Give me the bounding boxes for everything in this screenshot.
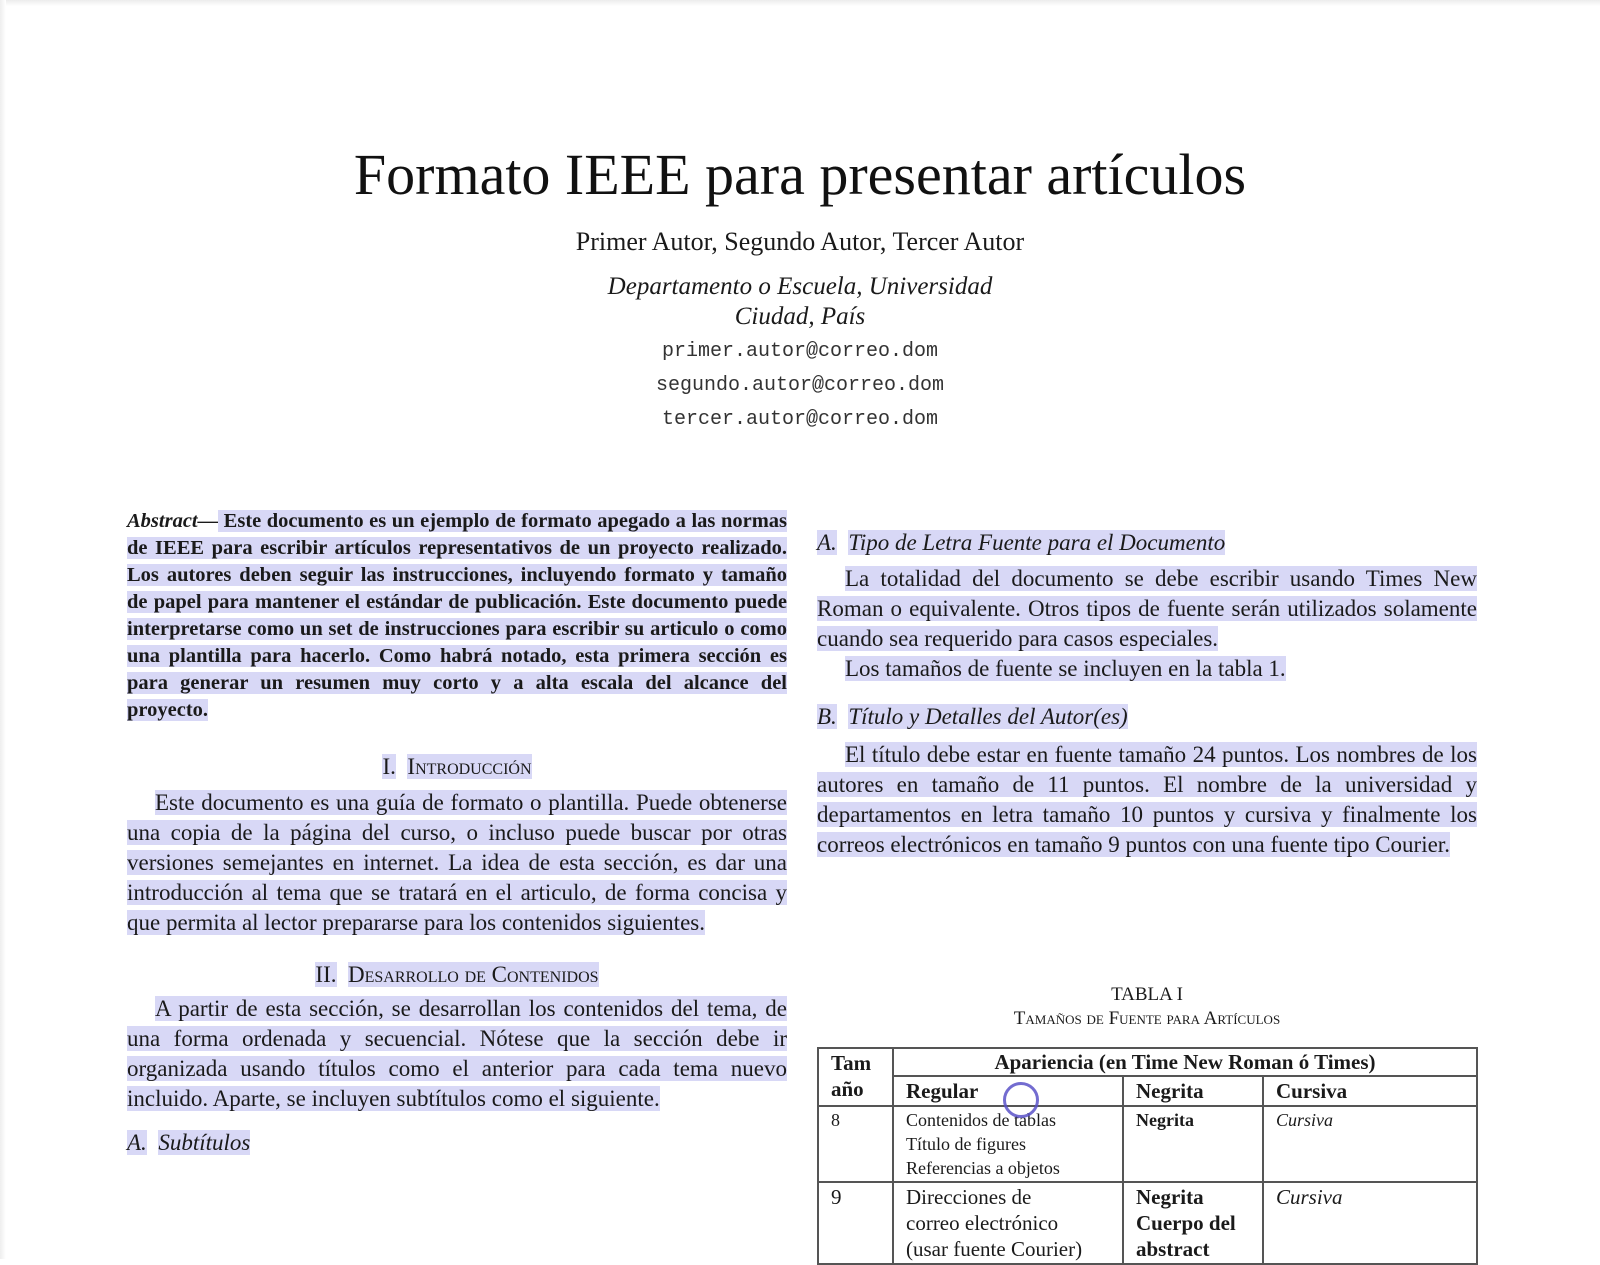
table-label: TABLA I — [1111, 984, 1183, 1005]
introduccion-paragraph[interactable] — [127, 788, 787, 938]
subheading-tipo-letra — [817, 528, 1477, 558]
section-number: I. — [382, 754, 396, 779]
section-title: Desarrollo de Contenidos — [348, 962, 599, 987]
table-row — [818, 1182, 1477, 1264]
page-top-edge — [0, 0, 1600, 6]
table-row — [818, 1106, 1477, 1182]
cell-size: 9 — [818, 1182, 893, 1264]
subheading-titulo-autor — [817, 702, 1477, 732]
cell-italic: Cursiva — [1263, 1106, 1477, 1182]
header-size-line-1: Tam — [831, 1051, 872, 1075]
subsection-title: Tipo de Letra Fuente para el Documento — [848, 530, 1226, 555]
affiliation — [0, 272, 1600, 332]
table-caption — [817, 983, 1477, 1031]
paper-title: Formato IEEE para presentar artículos — [353, 142, 1247, 207]
right-column — [817, 528, 1477, 860]
cell-bold — [1123, 1182, 1263, 1264]
cell-regular — [893, 1182, 1123, 1264]
cell-line: abstract — [1136, 1237, 1210, 1261]
table-header-row-1 — [818, 1048, 1477, 1076]
subsection-letter: A. — [817, 530, 837, 555]
abstract[interactable] — [127, 508, 787, 724]
header-apariencia: Apariencia (en Time New Roman ó Times) — [893, 1048, 1477, 1076]
tipo-letra-paragraph-2[interactable] — [817, 654, 1477, 684]
subsection-title: Título y Detalles del Autor(es) — [848, 704, 1128, 729]
cell-line: correo electrónico — [906, 1211, 1059, 1235]
header-size-line-2: año — [831, 1077, 864, 1101]
cell-line: Título de figures — [906, 1134, 1026, 1154]
cell-line: Direcciones de — [906, 1185, 1032, 1209]
subsection-title: Subtítulos — [158, 1130, 251, 1155]
titulo-autor-paragraph[interactable] — [817, 740, 1477, 860]
cell-bold: Negrita — [1123, 1106, 1263, 1182]
email-tercer: tercer.autor@correo.dom — [661, 408, 939, 431]
subsection-letter: B. — [817, 704, 837, 729]
paragraph-text: La totalidad del documento se debe escribir usando Times New Roman o equivalente. Otros tipos de fuente serán utilizados solamente cuando sea requerido para casos especiales. — [817, 566, 1477, 651]
cell-line: Referencias a objetos — [906, 1158, 1060, 1178]
paragraph-text: El título debe estar en fuente tamaño 24 puntos. Los nombres de los autores en tamaño de 11 puntos. El nombre de la universidad y departamentos en letra tamaño 10 puntos y cursiva y finalmente los correos electrónicos en tamaño 9 puntos con una fuente tipo Courier. — [817, 742, 1477, 857]
header-negrita: Negrita — [1123, 1076, 1263, 1106]
subsection-letter: A. — [127, 1130, 147, 1155]
section-number: II. — [315, 962, 337, 987]
section-title: Introducción — [407, 754, 532, 779]
cell-line: Contenidos de tablas — [906, 1110, 1056, 1130]
affiliation-line-1: Departamento o Escuela, Universidad — [607, 273, 993, 300]
desarrollo-paragraph[interactable] — [127, 994, 787, 1114]
cell-line: Cuerpo del — [1136, 1211, 1236, 1235]
header-cursiva: Cursiva — [1263, 1076, 1477, 1106]
font-sizes-table — [817, 1047, 1478, 1265]
paragraph-text: A partir de esta sección, se desarrollan los contenidos del tema, de una forma ordenada y secuencial. Nótese que la sección debe ir organizada usando títulos como el anterior para cada tema nuevo incluido. Aparte, se incluyen subtítulos como el siguiente. — [127, 996, 787, 1111]
tipo-letra-paragraph-1[interactable] — [817, 564, 1477, 654]
table-title: Tamaños de Fuente para Artículos — [1013, 1008, 1281, 1029]
cell-line: Negrita — [1136, 1185, 1204, 1209]
subheading-subtitulos — [127, 1128, 787, 1158]
abstract-label: Abstract— — [127, 510, 219, 532]
section-heading-introduccion — [127, 752, 787, 782]
author-emails — [0, 340, 1600, 442]
cell-regular — [893, 1106, 1123, 1182]
email-segundo: segundo.autor@correo.dom — [655, 374, 945, 397]
cell-italic: Cursiva — [1263, 1182, 1477, 1264]
cell-line: (usar fuente Courier) — [906, 1237, 1083, 1261]
section-heading-desarrollo — [127, 960, 787, 990]
email-primer: primer.autor@correo.dom — [661, 340, 939, 363]
mouse-cursor-ring-icon — [1003, 1082, 1039, 1118]
header-regular: Regular — [893, 1076, 1123, 1106]
paragraph-text: Este documento es una guía de formato o plantilla. Puede obtenerse una copia de la página del curso, o incluso puede buscar por otras versiones semejantes en internet. La idea de esta sección, es dar una introducción al tema que se tratará en el articulo, de forma concisa y que permita al lector prepararse para los contenidos siguientes. — [127, 790, 787, 935]
cell-size: 8 — [818, 1106, 893, 1182]
affiliation-line-2: Ciudad, País — [734, 303, 866, 330]
paragraph-text: Los tamaños de fuente se incluyen en la tabla 1. — [845, 656, 1286, 681]
table-header-row-2 — [818, 1076, 1477, 1106]
left-column — [127, 508, 787, 1158]
header-size — [818, 1048, 893, 1106]
author-names: Primer Autor, Segundo Autor, Tercer Autor — [575, 227, 1025, 256]
abstract-text: Este documento es un ejemplo de formato apegado a las normas de IEEE para escribir artículos representativos de un proyecto realizado. Los autores deben seguir las instrucciones, incluyendo formato y tamaño de papel para mantener el estándar de publicación. Este documento puede interpretarse como un set de instrucciones para escribir su articulo o como una plantilla para hacerlo. Como habrá notado, esta primera sección es para generar un resumen muy corto y a alta escala del alcance del proyecto. — [127, 510, 787, 721]
